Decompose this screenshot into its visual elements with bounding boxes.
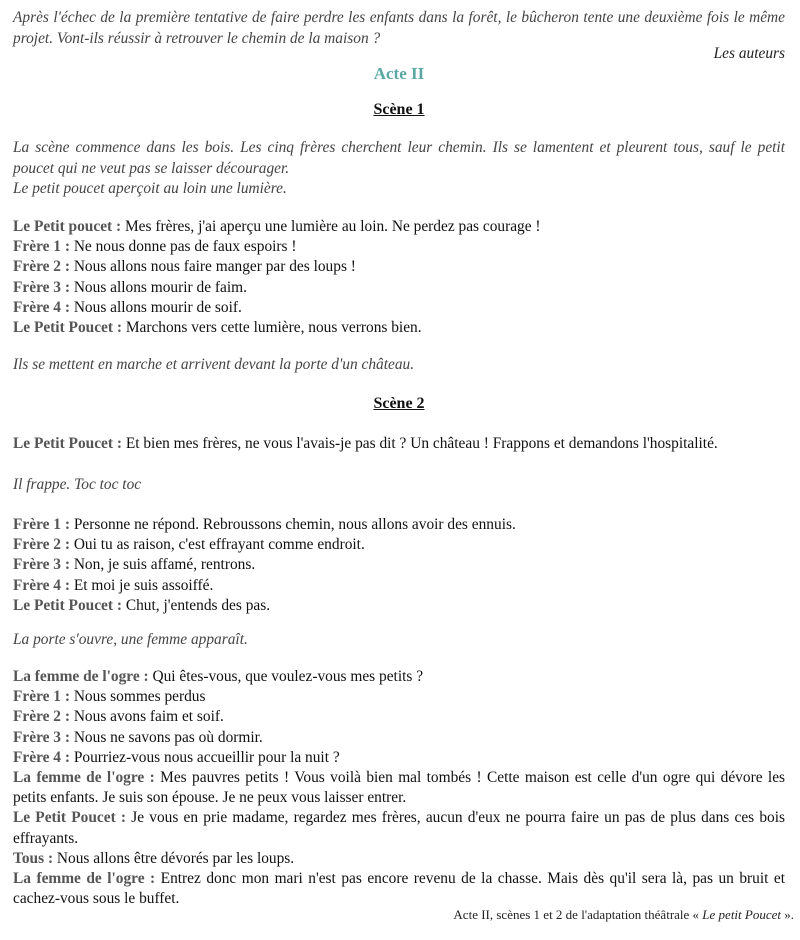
dialogue-line bbox=[13, 869, 785, 909]
scene-2-dialogue-ogre-wife bbox=[13, 667, 785, 909]
dialogue-line bbox=[13, 768, 785, 808]
scene-1-dialogue bbox=[13, 217, 785, 338]
dialogue-text: Je vous en prie madame, regardez mes frères, aucun d'eux ne pourra faire un pas de plus dans ces bois effrayants. bbox=[13, 809, 786, 847]
scene-2-dialogue-opening bbox=[13, 434, 785, 454]
dialogue-text: Nous ne savons pas où dormir. bbox=[69, 728, 263, 746]
credit-suffix: ». bbox=[781, 907, 794, 922]
speaker-name: Frère 3 : bbox=[13, 278, 70, 296]
dialogue-text: Et moi je suis assoiffé. bbox=[69, 576, 214, 594]
act-title: Acte II bbox=[373, 64, 425, 83]
dialogue-text: Ne nous donne pas de faux espoirs ! bbox=[69, 238, 297, 256]
scene-2-dialogue-brothers bbox=[13, 515, 785, 616]
dialogue-text: Mes frères, j'ai aperçu une lumière au loin. Ne perdez pas courage ! bbox=[121, 218, 541, 235]
dialogue-line bbox=[13, 707, 785, 727]
dialogue-text: Nous allons être dévorés par les loups. bbox=[53, 849, 295, 867]
authors-signature: Les auteurs bbox=[713, 45, 785, 62]
source-credit bbox=[453, 907, 794, 923]
speaker-name: La femme de l'ogre : bbox=[13, 769, 155, 787]
dialogue-line bbox=[13, 667, 785, 687]
dialogue-text: Non, je suis affamé, rentrons. bbox=[69, 556, 256, 574]
speaker-name: Le Petit Poucet : bbox=[13, 596, 122, 614]
speaker-name: Le Petit Poucet : bbox=[13, 319, 122, 337]
speaker-name: Tous : bbox=[13, 849, 54, 867]
dialogue-line bbox=[13, 535, 785, 555]
speaker-name: Frère 4 : bbox=[13, 748, 70, 766]
speaker-name: Frère 1 : bbox=[13, 238, 70, 256]
speaker-name: Frère 3 : bbox=[13, 728, 70, 746]
speaker-name: Frère 3 : bbox=[13, 556, 70, 574]
dialogue-text: Oui tu as raison, c'est effrayant comme endroit. bbox=[69, 536, 365, 554]
scene-2-stage-direction-1: Il frappe. Toc toc toc bbox=[13, 476, 142, 493]
dialogue-line bbox=[13, 278, 785, 298]
dialogue-text: Nous allons mourir de faim. bbox=[69, 278, 247, 296]
dialogue-text: Nous allons mourir de soif. bbox=[69, 298, 242, 316]
scene-2-title: Scène 2 bbox=[373, 395, 425, 412]
speaker-name: Le Petit Poucet : bbox=[13, 435, 122, 452]
dialogue-text: Chut, j'entends des pas. bbox=[121, 596, 271, 614]
dialogue-text: Nous allons nous faire manger par des loups ! bbox=[69, 258, 356, 276]
dialogue-line bbox=[13, 217, 785, 237]
scene-1-stage-direction-1: La scène commence dans les bois. Les cinq frères cherchent leur chemin. Ils se lamentent et pleurent tous, sauf le petit poucet qui ne veut pas se laisser décourager. bbox=[13, 139, 785, 177]
dialogue-text: Marchons vers cette lumière, nous verrons bien. bbox=[121, 319, 422, 337]
dialogue-text: Entrez donc mon mari n'est pas encore revenu de la chasse. Mais dès qu'il sera là, pas un bruit et cachez-vous sous le buffet. bbox=[13, 870, 785, 908]
speaker-name: Frère 4 : bbox=[13, 576, 70, 594]
intro-paragraph: Après l'échec de la première tentative de faire perdre les enfants dans la forêt, le bûcheron tente une deuxième fois le même projet. Vont-ils réussir à retrouver le chemin de la maison ? bbox=[13, 9, 785, 47]
dialogue-line bbox=[13, 515, 785, 535]
scene-2-stage-direction-2: La porte s'ouvre, une femme apparaît. bbox=[13, 631, 248, 648]
dialogue-line bbox=[13, 576, 785, 596]
credit-prefix: Acte II, scènes 1 et 2 de l'adaptation théâtrale « bbox=[453, 907, 703, 922]
scene-1-stage-direction-2: Le petit poucet aperçoit au loin une lumière. bbox=[13, 180, 287, 197]
dialogue-line bbox=[13, 687, 785, 707]
dialogue-line bbox=[13, 298, 785, 318]
speaker-name: Frère 1 : bbox=[13, 688, 70, 706]
dialogue-line bbox=[13, 237, 785, 257]
scene-1-stage-direction-3: Ils se mettent en marche et arrivent devant la porte d'un château. bbox=[13, 356, 415, 373]
dialogue-line bbox=[13, 849, 785, 869]
speaker-name: La femme de l'ogre : bbox=[13, 668, 149, 685]
dialogue-line bbox=[13, 318, 785, 338]
dialogue-line bbox=[13, 808, 785, 848]
dialogue-text: Pourriez-vous nous accueillir pour la nuit ? bbox=[69, 748, 340, 766]
speaker-name: Frère 2 : bbox=[13, 536, 70, 554]
speaker-name: Le Petit Poucet : bbox=[13, 809, 127, 827]
dialogue-text: Nous sommes perdus bbox=[69, 688, 206, 706]
speaker-name: Frère 4 : bbox=[13, 298, 70, 316]
dialogue-text: Et bien mes frères, ne vous l'avais-je pas dit ? Un château ! Frappons et demandons l'hospitalité. bbox=[121, 435, 718, 452]
dialogue-text: Mes pauvres petits ! Vous voilà bien mal tombés ! Cette maison est celle d'un ogre qui dévore les petits enfants. Je suis son épouse. Je ne peux vous laisser entrer. bbox=[13, 769, 786, 807]
dialogue-line bbox=[13, 257, 785, 277]
speaker-name: Frère 2 : bbox=[13, 258, 70, 276]
speaker-name: Le Petit poucet : bbox=[13, 218, 122, 235]
dialogue-line bbox=[13, 728, 785, 748]
dialogue-text: Personne ne répond. Rebroussons chemin, nous allons avoir des ennuis. bbox=[69, 516, 516, 533]
dialogue-text: Nous avons faim et soif. bbox=[69, 708, 224, 726]
dialogue-line bbox=[13, 596, 785, 616]
dialogue-text: Qui êtes-vous, que voulez-vous mes petits ? bbox=[148, 668, 424, 685]
speaker-name: La femme de l'ogre : bbox=[13, 870, 156, 888]
dialogue-line bbox=[13, 748, 785, 768]
speaker-name: Frère 2 : bbox=[13, 708, 70, 726]
credit-work-title: Le petit Poucet bbox=[702, 907, 781, 922]
dialogue-line bbox=[13, 434, 785, 454]
dialogue-line bbox=[13, 555, 785, 575]
speaker-name: Frère 1 : bbox=[13, 516, 70, 533]
scene-1-title: Scène 1 bbox=[373, 101, 425, 118]
